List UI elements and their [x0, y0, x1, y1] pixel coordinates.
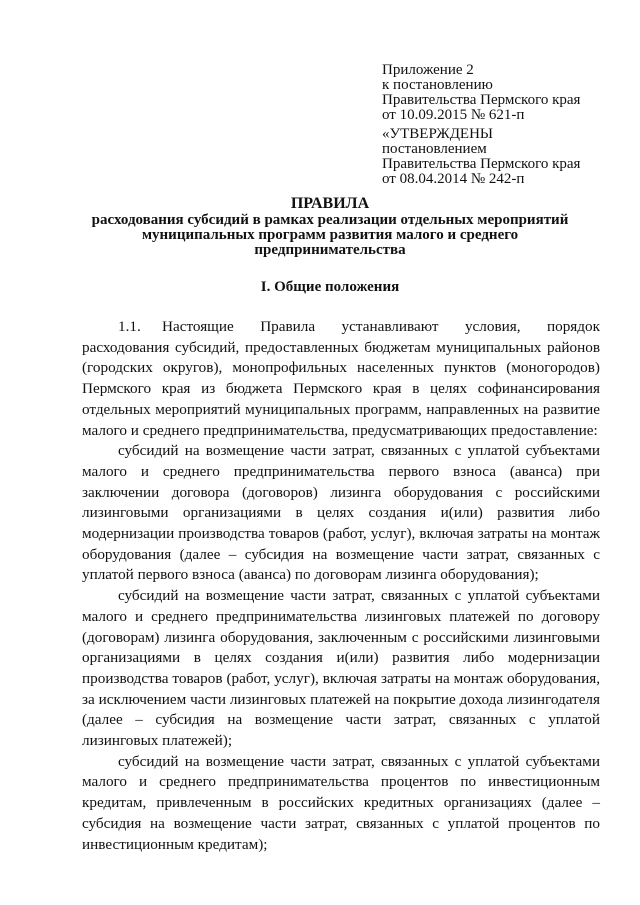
subtitle-line: расходования субсидий в рамках реализации отдельных мероприятий [91, 212, 569, 228]
subtitle-line: предпринимательства [254, 242, 406, 258]
paragraph-text: Настоящие Правила устанавливают условия, порядок расходования субсидий, предоставленных бюджетам муниципальных районов (городских округов), монопрофильных населенных пунктов (моногородов) Пермского края из бюджета Пермского края в целях софинансирования отдельных мероприятий муниципальных программ, направленных на развитие малого и среднего предпринимательства, предусматривающих предоставление: [82, 318, 600, 439]
appendix-line: к постановлению [382, 77, 493, 93]
approval-line: постановлением [382, 141, 487, 157]
paragraph: субсидий на возмещение части затрат, связанных с уплатой субъектами малого и среднего предпринимательства первого взноса (аванса) при заключении договора (договоров) лизинга оборудования с российскими лизинговыми организациями в целях создания и(или) развития либо модернизации производства товаров (работ, услуг), включая затраты на монтаж оборудования (далее – субсидия на возмещение части затрат, связанных с уплатой первого взноса (аванса) по договорам лизинга оборудования); [82, 442, 600, 584]
appendix-line: Приложение 2 [382, 62, 474, 78]
approval-line: Правительства Пермского края [382, 156, 581, 172]
approval-line: «УТВЕРЖДЕНЫ [382, 126, 494, 142]
clause-number: 1.1. [118, 318, 141, 335]
approval-line: от 08.04.2014 № 242-п [382, 171, 525, 187]
appendix-line: Правительства Пермского края [382, 92, 581, 108]
appendix-header [382, 63, 622, 123]
paragraph: субсидий на возмещение части затрат, связанных с уплатой субъектами малого и среднего предпринимательства лизинговых платежей по договору (договорам) лизинга оборудования, заключенным с российскими лизинговыми организациями в целях создания и(или) развития либо модернизации производства товаров (работ, услуг), включая затраты на монтаж оборудования, за исключением части лизинговых платежей на покрытие дохода лизингодателя (далее – субсидия на возмещение части затрат, связанных с уплатой лизинговых платежей); [82, 587, 600, 750]
document-body [82, 317, 600, 855]
paragraph [82, 317, 600, 441]
document-title: ПРАВИЛА [290, 195, 370, 212]
appendix-line: от 10.09.2015 № 621-п [382, 107, 525, 123]
paragraph: субсидий на возмещение части затрат, связанных с уплатой субъектами малого и среднего предпринимательства процентов по инвестиционным кредитам, привлеченным в российских кредитных организациях (далее – субсидия на возмещение части затрат, связанных с уплатой процентов по инвестиционным кредитам); [82, 752, 600, 853]
approval-header [382, 127, 622, 187]
subtitle-line: муниципальных программ развития малого и среднего [141, 227, 519, 243]
document-subtitle [60, 213, 600, 258]
section-title: I. Общие положения [260, 279, 400, 295]
